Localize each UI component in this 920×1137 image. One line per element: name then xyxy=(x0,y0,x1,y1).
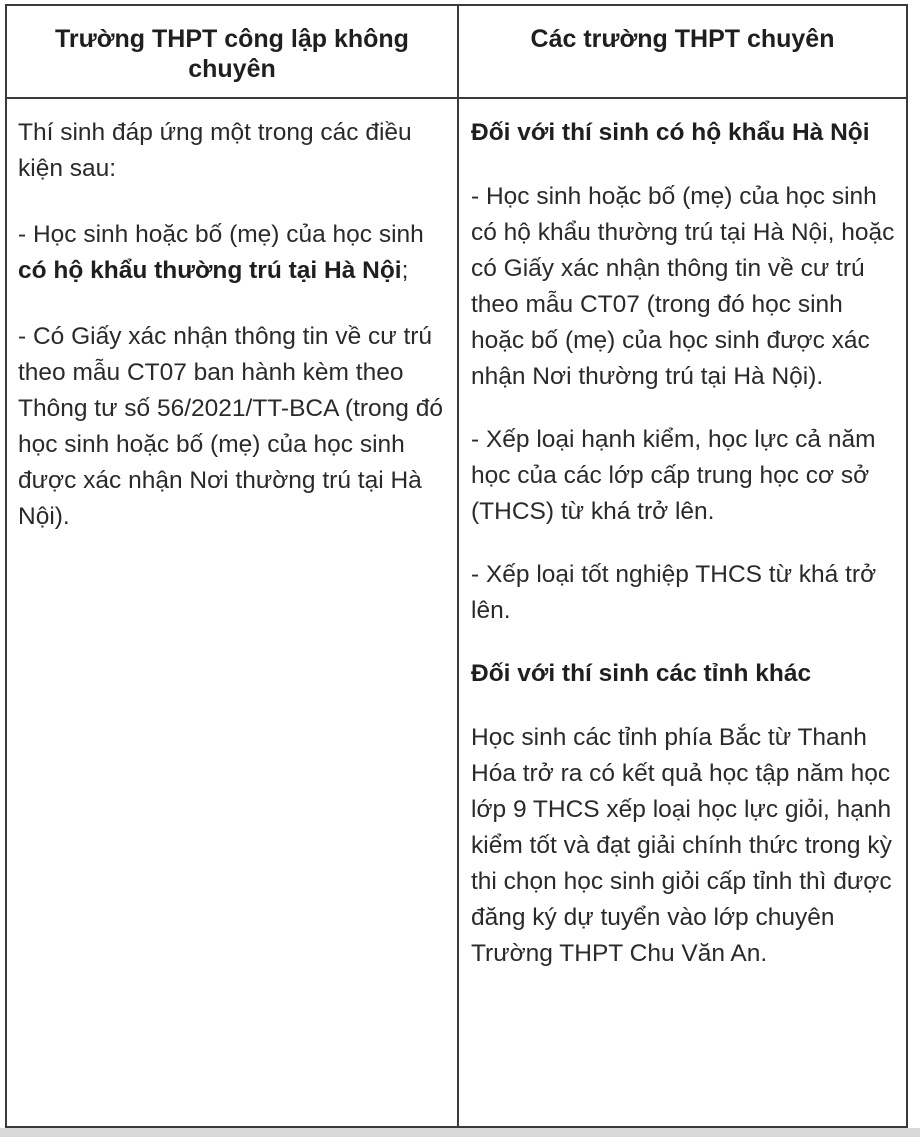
header-specialized-schools xyxy=(459,6,906,99)
header-left-text: Trường THPT công lập không chuyên xyxy=(55,25,409,83)
left-column-content xyxy=(7,99,459,1126)
header-public-schools xyxy=(7,6,459,99)
left-item-1 xyxy=(18,217,449,289)
comparison-table xyxy=(5,4,908,1128)
left-item-2: - Có Giấy xác nhận thông tin về cư trú theo mẫu CT07 ban hành kèm theo Thông tư số 56/2021/TT-BCA (trong đó học sinh hoặc bố (mẹ) của học sinh được xác nhận Nơi thường trú tại Hà Nội). xyxy=(18,323,443,530)
right-paragraph: Học sinh các tỉnh phía Bắc từ Thanh Hóa trở ra có kết quả học tập năm học lớp 9 THCS xếp loại học lực giỏi, hạnh kiểm tốt và đạt giải chính thức trong kỳ thi chọn học sinh giỏi cấp tỉnh thì được đăng ký dự tuyển vào lớp chuyên Trường THPT Chu Văn An. xyxy=(471,724,892,967)
right-heading-hanoi: Đối với thí sinh có hộ khẩu Hà Nội xyxy=(471,119,870,146)
right-item-3: - Xếp loại tốt nghiệp THCS từ khá trở lên. xyxy=(471,561,877,624)
left-intro: Thí sinh đáp ứng một trong các điều kiện sau: xyxy=(18,119,412,182)
right-item-1: - Học sinh hoặc bố (mẹ) của học sinh có hộ khẩu thường trú tại Hà Nội, hoặc có Giấy xác nhận thông tin về cư trú theo mẫu CT07 (trong đó học sinh hoặc bố (mẹ) của học sinh được xác nhận Nơi thường trú tại Hà Nội). xyxy=(471,183,895,390)
header-right-text: Các trường THPT chuyên xyxy=(530,25,835,53)
right-heading-other-provinces: Đối với thí sinh các tỉnh khác xyxy=(471,660,812,687)
left-item-1-suffix: ; xyxy=(401,257,409,284)
right-item-2: - Xếp loại hạnh kiểm, học lực cả năm học của các lớp cấp trung học cơ sở (THCS) từ khá trở lên. xyxy=(471,426,876,525)
left-item-1-bold: có hộ khẩu thường trú tại Hà Nội xyxy=(18,257,402,284)
bottom-edge xyxy=(0,1128,920,1137)
left-item-1-prefix: - Học sinh hoặc bố (mẹ) của học sinh xyxy=(18,221,424,248)
right-column-content xyxy=(459,99,906,1126)
